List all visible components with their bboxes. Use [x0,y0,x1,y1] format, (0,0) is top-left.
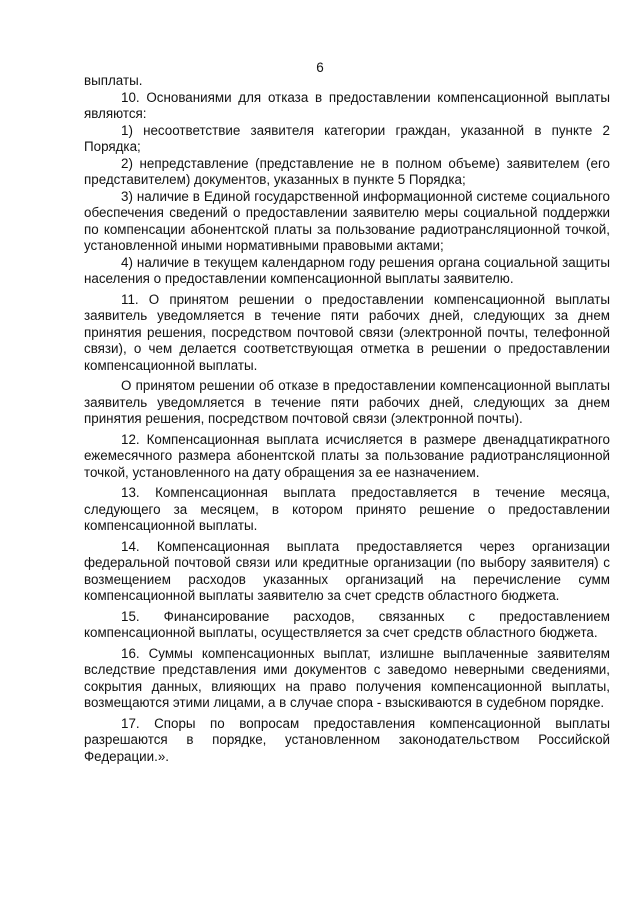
paragraph: 16. Суммы компенсационных выплат, излишне выплаченные заявителям вследствие представления ими документов с заведомо неверными сведениями, сокрытия данных, влияющих на право получения компенсационной выплаты, возмещаются этими лицами, а в случае спора - взыскиваются в судебном порядке. [84,645,610,710]
paragraph: 17. Споры по вопросам предоставления компенсационной выплаты разрешаются в порядке, установленном законодательством Российской Федерации.». [84,715,610,764]
paragraph: 11. О принятом решении о предоставлении компенсационной выплаты заявитель уведомляется в течение пяти рабочих дней, следующих за днем принятия решения, посредством почтовой связи (электронной почты, телефонной связи), о чем делается соответствующая отметка в решении о предоставлении компенсационной выплаты. [84,291,610,373]
paragraph: выплаты. [84,73,143,88]
document-body [84,73,610,765]
paragraph: 12. Компенсационная выплата исчисляется в размере двенадцатикратного ежемесячного размера абонентской платы за пользование радиотрансляционной точкой, установленного на дату обращения за ее назначением. [84,431,610,480]
paragraph: 15. Финансирование расходов, связанных с предоставлением компенсационной выплаты, осуществляется за счет средств областного бюджета. [84,608,610,640]
paragraph: 10. Основаниями для отказа в предоставлении компенсационной выплаты являются: [84,89,610,121]
paragraph: 13. Компенсационная выплата предоставляется в течение месяца, следующего за месяцем, в котором принято решение о предоставлении компенсационной выплаты. [84,485,610,533]
paragraph: 4) наличие в текущем календарном году решения органа социальной защиты населения о предоставлении компенсационной выплаты заявителю. [84,254,610,286]
paragraph: 2) непредставление (представление не в полном объеме) заявителем (его представителем) документов, указанных в пункте 5 Порядка; [84,155,610,187]
paragraph: О принятом решении об отказе в предоставлении компенсационной выплаты заявитель уведомляется в течение пяти рабочих дней, следующих за днем принятия решения, посредством почтовой связи (электронной почты). [84,378,610,426]
paragraph: 3) наличие в Единой государственной информационной системе социального обеспечения сведений о предоставлении заявителю меры социальной поддержки по компенсации абонентской платы за пользование радиотрансляционной точкой, установленной иными нормативными правовыми актами; [84,188,610,253]
page-number: 6 [316,60,324,75]
paragraph: 14. Компенсационная выплата предоставляется через организации федеральной почтовой связи или кредитные организации (по выбору заявителя) с возмещением расходов указанных организаций на перечисление сумм компенсационной выплаты заявителю за счет средств областного бюджета. [84,538,610,603]
paragraph: 1) несоответствие заявителя категории граждан, указанной в пункте 2 Порядка; [84,122,610,154]
